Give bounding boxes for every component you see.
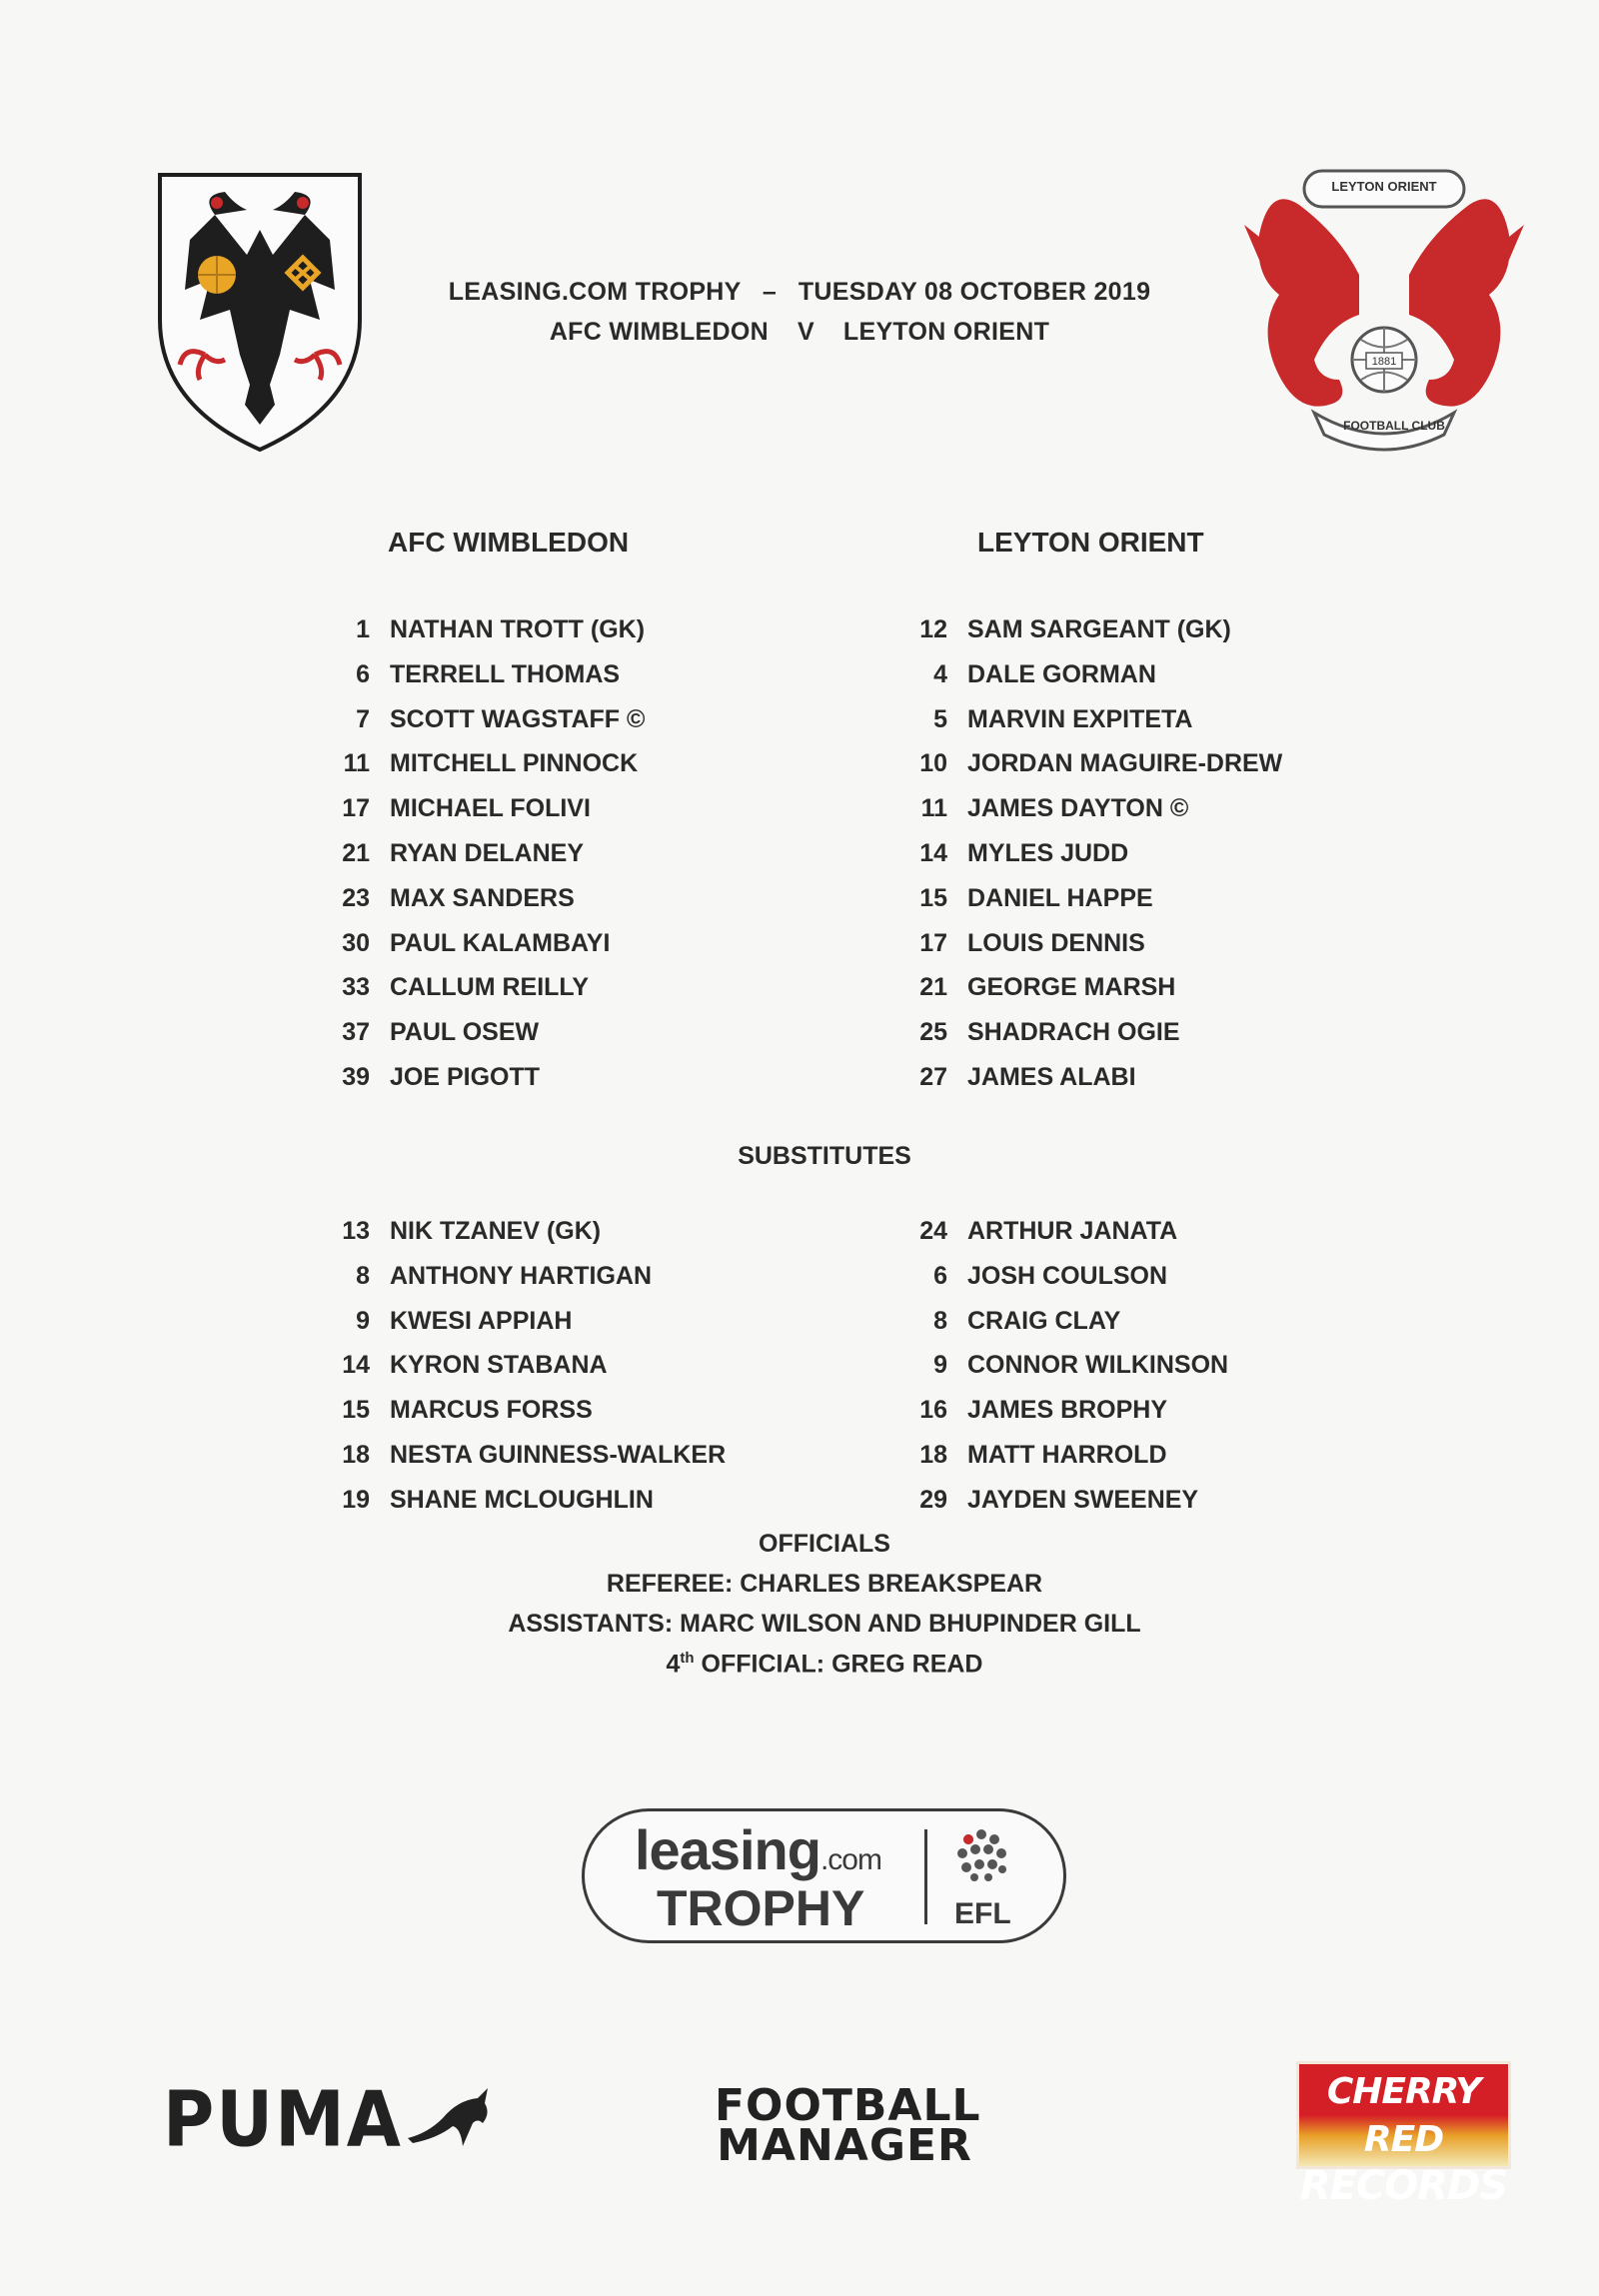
home-substitute-row: [320, 1351, 839, 1391]
away-starter-row: [897, 705, 1417, 745]
player-name: MYLES JUDD: [967, 839, 1129, 867]
match-competition-date: LEASING.COM TROPHY – TUESDAY 08 OCTOBER 2019: [448, 278, 1151, 306]
leasing-com-trophy-logo: [582, 1808, 1066, 1943]
match-fixture: AFC WIMBLEDON V LEYTON ORIENT: [549, 318, 1050, 346]
away-team-heading: LEYTON ORIENT: [977, 527, 1204, 558]
player-name: NIK TZANEV (GK): [390, 1217, 602, 1245]
away-substitute-row: [897, 1486, 1417, 1526]
player-number: 5: [933, 704, 947, 733]
home-starter-row: [320, 929, 839, 969]
away-starter-row: [897, 839, 1417, 879]
leyton-orient-crest-bottom-text: FOOTBALL CLUB: [1343, 419, 1445, 433]
player-name: LOUIS DENNIS: [967, 928, 1145, 957]
home-starter-row: [320, 839, 839, 879]
player-number: 8: [933, 1306, 947, 1335]
player-number: 4: [933, 659, 947, 688]
player-number: 7: [356, 704, 370, 733]
player-number: 15: [919, 883, 947, 912]
puma-wordmark: PUMA: [163, 2073, 403, 2165]
home-starter-row: [320, 749, 839, 789]
player-number: 19: [342, 1485, 370, 1514]
player-number: 11: [343, 749, 370, 778]
player-number: 18: [919, 1441, 947, 1469]
football-manager-line2: MANAGER: [717, 2120, 972, 2171]
puma-cat-icon: [403, 2078, 493, 2148]
referee-line: REFEREE: CHARLES BREAKSPEAR: [606, 1570, 1043, 1598]
away-substitute-row: [897, 1262, 1417, 1302]
player-name: SHADRACH OGIE: [967, 1018, 1180, 1047]
afc-wimbledon-crest-icon: [155, 170, 365, 455]
home-starter-row: [320, 794, 839, 834]
player-number: 8: [356, 1261, 370, 1290]
player-name: JAYDEN SWEENEY: [967, 1485, 1199, 1514]
player-name: CRAIG CLAY: [967, 1306, 1121, 1335]
away-starter-row: [897, 794, 1417, 834]
player-number: 6: [356, 659, 370, 688]
svg-text:1881: 1881: [1371, 356, 1397, 368]
player-number: 27: [919, 1063, 947, 1091]
trophy-logo-com: .com: [819, 1843, 881, 1876]
player-number: 14: [919, 839, 947, 867]
player-name: MITCHELL PINNOCK: [390, 749, 639, 778]
player-name: JAMES DAYTON ©: [967, 794, 1189, 823]
player-number: 25: [919, 1018, 947, 1047]
player-name: KYRON STABANA: [390, 1351, 608, 1380]
player-number: 17: [342, 794, 370, 823]
fourth-official-text: OFFICIAL: GREG READ: [694, 1650, 983, 1679]
leyton-orient-crest-top-text: LEYTON ORIENT: [1331, 179, 1437, 194]
away-starter-row: [897, 660, 1417, 700]
away-starter-row: [897, 1018, 1417, 1058]
away-starter-row: [897, 929, 1417, 969]
home-starter-row: [320, 660, 839, 700]
player-number: 10: [919, 749, 947, 778]
away-substitute-row: [897, 1441, 1417, 1481]
player-number: 17: [919, 928, 947, 957]
player-number: 37: [342, 1018, 370, 1047]
player-number: 16: [919, 1396, 947, 1425]
player-name: MAX SANDERS: [390, 883, 575, 912]
fourth-official-suffix: th: [680, 1650, 695, 1667]
home-starter-row: [320, 1063, 839, 1103]
home-starter-row: [320, 973, 839, 1013]
away-substitute-row: [897, 1396, 1417, 1436]
home-substitute-row: [320, 1396, 839, 1436]
home-substitute-row: [320, 1217, 839, 1257]
player-name: RYAN DELANEY: [390, 839, 585, 867]
player-name: MICHAEL FOLIVI: [390, 794, 591, 823]
player-name: SHANE MCLOUGHLIN: [390, 1485, 654, 1514]
puma-logo: [163, 2073, 493, 2165]
player-name: JAMES ALABI: [967, 1063, 1136, 1091]
fourth-official-line: [0, 1650, 1599, 1679]
player-name: DALE GORMAN: [967, 659, 1156, 688]
player-name: SCOTT WAGSTAFF ©: [390, 704, 646, 733]
cherry-red-line2: RECORDS: [1299, 2163, 1508, 2209]
away-substitute-row: [897, 1217, 1417, 1257]
player-number: 24: [919, 1217, 947, 1245]
player-name: NATHAN TROTT (GK): [390, 615, 646, 643]
player-name: JAMES BROPHY: [967, 1396, 1168, 1425]
home-substitute-row: [320, 1441, 839, 1481]
player-name: CONNOR WILKINSON: [967, 1351, 1229, 1380]
player-number: 13: [342, 1217, 370, 1245]
trophy-logo-efl: EFL: [954, 1897, 1011, 1930]
home-substitute-row: [320, 1262, 839, 1302]
player-number: 29: [919, 1485, 947, 1514]
player-number: 11: [920, 794, 947, 823]
player-number: 23: [342, 883, 370, 912]
player-number: 39: [342, 1063, 370, 1091]
player-number: 14: [342, 1351, 370, 1380]
trophy-logo-divider: [924, 1829, 927, 1924]
player-name: KWESI APPIAH: [390, 1306, 573, 1335]
player-name: MATT HARROLD: [967, 1441, 1167, 1469]
player-name: SAM SARGEANT (GK): [967, 615, 1231, 643]
home-substitute-row: [320, 1486, 839, 1526]
player-name: ANTHONY HARTIGAN: [390, 1261, 653, 1290]
player-name: DANIEL HAPPE: [967, 883, 1153, 912]
efl-ball-icon: [948, 1821, 1018, 1891]
player-name: CALLUM REILLY: [390, 973, 590, 1002]
player-number: 21: [342, 839, 370, 867]
away-starter-row: [897, 615, 1417, 655]
substitutes-heading: SUBSTITUTES: [738, 1142, 911, 1170]
away-starter-row: [897, 884, 1417, 924]
home-starter-row: [320, 884, 839, 924]
player-name: GEORGE MARSH: [967, 973, 1176, 1002]
away-starter-row: [897, 973, 1417, 1013]
cherry-red-records-logo: [1296, 2061, 1511, 2209]
player-name: MARCUS FORSS: [390, 1396, 593, 1425]
player-name: ARTHUR JANATA: [967, 1217, 1178, 1245]
player-number: 6: [933, 1261, 947, 1290]
player-number: 9: [356, 1306, 370, 1335]
trophy-logo-trophy: TROPHY: [657, 1880, 865, 1936]
player-name: NESTA GUINNESS-WALKER: [390, 1441, 727, 1469]
officials-heading: OFFICIALS: [759, 1530, 890, 1558]
player-number: 15: [342, 1396, 370, 1425]
player-name: JOSH COULSON: [967, 1261, 1168, 1290]
player-name: JOE PIGOTT: [390, 1063, 541, 1091]
trophy-logo-leasing-word: leasing: [635, 1818, 820, 1881]
player-name: PAUL KALAMBAYI: [390, 928, 611, 957]
away-substitute-row: [897, 1351, 1417, 1391]
player-number: 21: [919, 973, 947, 1002]
player-name: PAUL OSEW: [390, 1018, 540, 1047]
player-name: MARVIN EXPITETA: [967, 704, 1193, 733]
player-number: 12: [919, 615, 947, 643]
away-starter-row: [897, 1063, 1417, 1103]
away-starter-row: [897, 749, 1417, 789]
player-number: 9: [933, 1351, 947, 1380]
home-starter-row: [320, 705, 839, 745]
leyton-orient-crest-icon: [1239, 165, 1529, 455]
away-substitute-row: [897, 1307, 1417, 1347]
home-substitute-row: [320, 1307, 839, 1347]
cherry-red-line1: CHERRY RED: [1326, 2071, 1481, 2160]
assistants-line: ASSISTANTS: MARC WILSON AND BHUPINDER GILL: [508, 1610, 1141, 1638]
player-number: 30: [342, 928, 370, 957]
player-number: 1: [356, 615, 370, 643]
player-number: 18: [342, 1441, 370, 1469]
football-manager-logo: [715, 2080, 981, 2171]
player-name: TERRELL THOMAS: [390, 659, 621, 688]
fourth-official-number: 4: [666, 1650, 681, 1679]
player-number: 33: [342, 973, 370, 1002]
home-starter-row: [320, 615, 839, 655]
player-name: JORDAN MAGUIRE-DREW: [967, 749, 1283, 778]
home-team-heading: AFC WIMBLEDON: [388, 527, 630, 558]
trophy-logo-leasing: [635, 1817, 881, 1882]
football-manager-line1: FOOTBALL: [715, 2080, 981, 2131]
home-starter-row: [320, 1018, 839, 1058]
